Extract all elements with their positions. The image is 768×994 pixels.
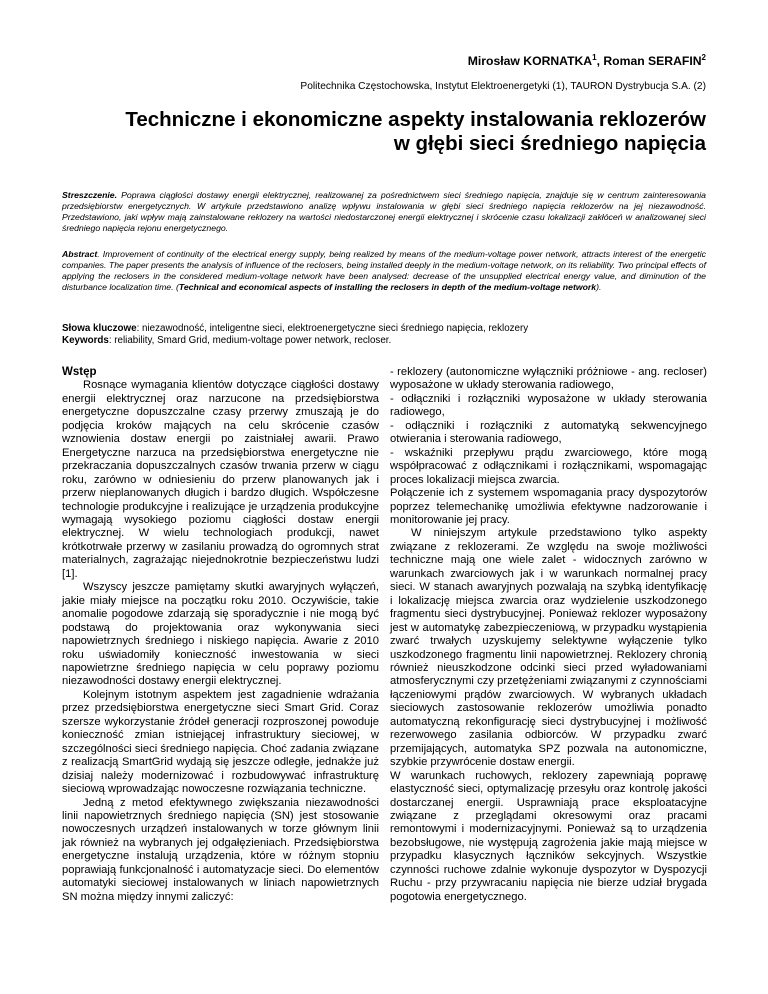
authors-line (468, 53, 706, 68)
abstract-english-label: Abstract (62, 249, 98, 259)
paragraph: Wszyscy jeszcze pamiętamy skutki awaryjnych wyłączeń, jakie miały miejsce na początku roku 2010. Oczywiście, takie anomalie pogodowe zdarzają się sporadycznie i nie mogą być podstawą do projektowania oraz wykonywania sieci napowietrznych średniego i niskiego napięcia. Awarie z 2010 roku uświadomiły konieczność inwestowania w sieci napowietrzne średniego napięcia w celu poprawy poziomu niezawodności dostawy energii elektrycznej. (62, 581, 379, 688)
affiliation: Politechnika Częstochowska, Instytut Elektroenergetyki (1), TAURON Dystrybucja S.A. (2) (300, 81, 706, 92)
left-column (62, 366, 379, 904)
title-line-2: w głębi sieci średniego napięcia (393, 132, 706, 155)
paragraph: W niniejszym artykule przedstawiono tylko aspekty związane z reklozerami. Ze względu na swoje możliwości techniczne mają one wiele zalet - widocznych zarówno w warunkach zwarciowych jak i w warunkach normalnej pracy sieci. W stanach awaryjnych pozwalają na szybką identyfikację i lokalizację miejsca zwarcia oraz wydzielenie uszkodzonego fragmentu sieci dystrybucyjnej. Ponieważ reklozer wyposażony jest w automatykę zabezpieczeniową, w przypadku wystąpienia zwarć trwałych uzyskujemy selektywne wyłączenie tylko uszkodzonego fragmentu linii napowietrznej. Reklozery chronią również nieuszkodzone odcinki sieci przed wyładowaniami atmosferycznymi czy przetężeniami związanymi z czynnościami łączeniowymi prądów zwarciowych. W wybranych układach sieciowych zastosowanie reklozerów umożliwia ponadto automatyczną rekonfigurację sieci dystrybucyjnej i możliwość rezerwowego zasilania odbiorców. W przypadku zwarć przemijających, automatyka SPZ pozwala na autonomiczne, szybkie przywrócenie dostaw energii. (390, 527, 707, 769)
abstract-english-end: ). (596, 282, 602, 292)
keywords-polish-label: Słowa kluczowe (62, 323, 137, 334)
author-separator: , (596, 54, 604, 69)
keywords-polish-text: : niezawodność, inteligentne sieci, elektroenergetyczne sieci średniego napięcia, reklozery (136, 323, 529, 334)
abstract-polish (62, 190, 706, 234)
list-item: - odłączniki i rozłączniki wyposażone w układy sterowania radiowego, (390, 392, 707, 419)
paragraph: W warunkach ruchowych, reklozery zapewniają poprawę elastyczność sieci, optymalizację przesyłu oraz kontrolę jakości dostarczanej energii. Usprawniają prace eksploatacyjne związane z przeglądami okresowymi oraz pracami remontowymi i modernizacyjnymi. Ponieważ są to urządzenia bezobsługowe, nie występują zagrożenia jakie mają miejsce w przypadku klasycznych łączników sekcyjnych. Wszystkie czynności ruchowe zdalnie wykonuje dyspozytor w Dyspozycji Ruchu - przy przywracaniu napięcia nie bierze udział brygada pogotowia energetycznego. (390, 769, 707, 903)
english-title: Technical and economical aspects of installing the reclosers in depth of the medium-voltage network (178, 282, 597, 292)
paper-title (66, 108, 706, 156)
paragraph: Kolejnym istotnym aspektem jest zagadnienie wdrażania przez przedsiębiorstwa energetyczne sieci Smart Grid. Coraz szersze wykorzystanie źródeł generacji rozproszonej powoduje konieczność zmian istniejącej infrastruktury sieciowej, w szczególności sieci średniego napięcia. Choć zadania związane z realizacją SmartGrid wydają się jeszcze odległe, jednakże już dzisiaj należy modernizować i rozbudowywać infrastrukturę sieciową wprowadzając nowoczesne rozwiązania techniczne. (62, 688, 379, 796)
paragraph: Połączenie ich z systemem wspomagania pracy dyspozytorów poprzez telemechanikę umożliwia efektywne nadzorowanie i monitorowanie jej pracy. (390, 487, 707, 526)
abstract-english-text: . Improvement of continuity of the electrical energy supply, being realized by means of the medium-voltage power network, attracts interest of the energetic companies. The paper presents the analysis of influence of the reclosers, being installed deeply in the medium-voltage network, on its reliability. Two principal effects of applying the reclosers in the considered medium-voltage network have been analysed: decrease of the unsupplied electrical energy value, and diminution of the disturbance localization time. ( (62, 249, 706, 292)
paragraph: Jedną z metod efektywnego zwiększania niezawodności linii napowietrznych średniego napięcia (SN) jest stosowanie nowoczesnych urządzeń instalowanych w torze głównym linii jak również na wybranych jej odgałęzieniach. Przedsiębiorstwa energetyczne instalują urządzenia, które w różnym stopniu poprawiają funkcjonalność i automatyzacje sieci. Do elementów automatyki sieciowej instalowanych w liniach napowietrznych SN można między innymi zaliczyć: (62, 796, 379, 903)
section-heading: Wstęp (62, 366, 97, 378)
keywords-polish (62, 323, 706, 335)
right-column (390, 366, 707, 904)
keywords-english (62, 335, 706, 347)
author-1-affiliation-mark: 1 (592, 53, 597, 62)
keywords-english-text: : reliability, Smard Grid, medium-voltage power network, recloser. (108, 335, 392, 346)
keywords-english-label: Keywords (62, 335, 109, 346)
list-item: - odłączniki i rozłączniki z automatyką sekwencyjnego otwierania i sterowania radiowego, (390, 419, 707, 446)
abstract-english (62, 249, 706, 293)
author-2-affiliation-mark: 2 (701, 53, 706, 62)
list-item: - wskaźniki przepływu prądu zwarciowego, które mogą współpracować z odłącznikami i rozłącznikami, wspomagając proces lokalizacji miejsca zwarcia. (390, 446, 707, 486)
author-1: Mirosław KORNATKA (467, 54, 593, 69)
author-2: Roman SERAFIN (603, 54, 702, 69)
title-line-1: Techniczne i ekonomiczne aspekty instalowania reklozerów (125, 108, 706, 131)
paragraph: Rosnące wymagania klientów dotyczące ciągłości dostawy energii elektrycznej oraz narzucone na przedsiębiorstwa energetyczne dopuszczalne czasy przerwy zmuszają je do podjęcia kroków mających na celu skrócenie czasów wznowienia dostaw energii po zaistniałej awarii. Prawo Energetyczne narzuca na przedsiębiorstwa energetyczne nie przekraczania dopuszczalnych czasów trwania przerw w ciągu roku, zarówno w odniesieniu do przerw planowanych jak i przerw nieplanowanych długich i bardzo długich. Współczesne technologie produkcyjne i realizujące je urządzenia produkcyjne wymagają wysokiego poziomu ciągłości dostaw energii elektrycznej. W wielu technologiach produkcji, nawet krótkotrwałe przerwy w zasilaniu prowadzą do ogromnych strat materialnych, zagrażając niejednokrotnie bezpieczeństwu ludzi [1]. (62, 379, 379, 580)
list-item: - reklozery (autonomiczne wyłączniki próżniowe - ang. recloser) wyposażone w układy sterowania radiowego, (390, 366, 707, 392)
abstract-polish-label: Streszczenie. (62, 190, 118, 200)
keywords (62, 323, 706, 347)
abstract-polish-text: Poprawa ciągłości dostawy energii elektrycznej, realizowanej za pośrednictwem sieci średniego napięcia, znajduje się w centrum zainteresowania przedsiębiorstw energetycznych. W artykule przedstawiono analizę wpływu instalowania w głębi sieci średniego napięcia reklozerów na jej niezawodność. Przedstawiono, jaki wpływ mają zainstalowane reklozery na wartości niedostarczonej energii elektrycznej i skrócenie czasu lokalizacji zakłóceń w analizowanej sieci średniego napięcia rejonu energetycznego. (62, 190, 706, 233)
